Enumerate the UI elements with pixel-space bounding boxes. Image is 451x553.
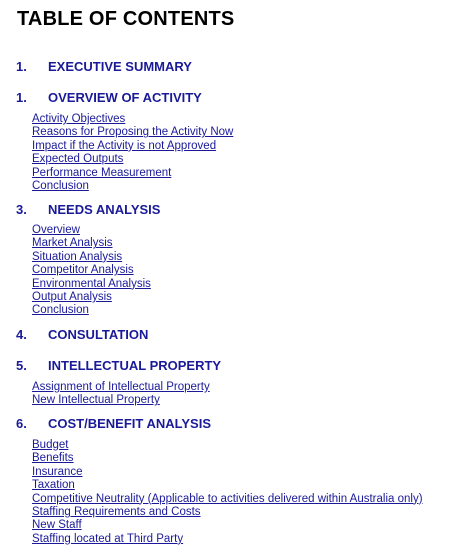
toc-item-link[interactable]: Staffing located at Third Party: [32, 532, 184, 545]
toc-item-link[interactable]: Assignment of Intellectual Property: [32, 381, 210, 393]
section-number: 4.: [16, 327, 27, 342]
toc-item-link[interactable]: Staffing Requirements and Costs: [32, 506, 201, 519]
toc-item-link[interactable]: Performance Measurement: [32, 166, 172, 179]
toc-item-link[interactable]: Benefits: [32, 452, 74, 465]
toc-item-link[interactable]: Competitive Neutrality (Applicable to activities delivered within Australia only): [32, 492, 423, 505]
toc-item-link[interactable]: Conclusion: [32, 304, 89, 317]
section-title: CONSULTATION: [48, 327, 149, 342]
section-title: EXECUTIVE SUMMARY: [48, 59, 192, 74]
section-title: OVERVIEW OF ACTIVITY: [48, 90, 202, 105]
intellectual-property-items: [32, 381, 210, 408]
toc-item-link[interactable]: New Intellectual Property: [32, 394, 160, 407]
toc-item-link[interactable]: Activity Objectives: [32, 113, 126, 125]
page-title: TABLE OF CONTENTS: [17, 8, 235, 30]
toc-item-link[interactable]: New Staff: [32, 519, 82, 532]
section-number: 6.: [16, 416, 27, 431]
toc-item-link[interactable]: Overview: [32, 224, 80, 236]
cost-benefit-analysis-items: [32, 439, 423, 546]
overview-of-activity-items: [32, 113, 233, 193]
toc-item-link[interactable]: Environmental Analysis: [32, 277, 151, 290]
toc-item-link[interactable]: Situation Analysis: [32, 250, 123, 263]
toc-item-link[interactable]: Output Analysis: [32, 291, 112, 304]
section-title: COST/BENEFIT ANALYSIS: [48, 416, 212, 431]
toc-item-link[interactable]: Reasons for Proposing the Activity Now: [32, 126, 234, 139]
section-title: INTELLECTUAL PROPERTY: [48, 358, 222, 373]
section-number: 1.: [16, 59, 27, 74]
toc-item-link[interactable]: Insurance: [32, 465, 83, 478]
toc-item-link[interactable]: Taxation: [32, 479, 75, 492]
toc-item-link[interactable]: Market Analysis: [32, 237, 113, 250]
toc-item-link[interactable]: Impact if the Activity is not Approved: [32, 139, 217, 152]
section-number: 1.: [16, 90, 27, 105]
toc-item-link[interactable]: Budget: [32, 439, 69, 451]
toc-item-link[interactable]: Conclusion: [32, 180, 89, 193]
toc-item-link[interactable]: Expected Outputs: [32, 153, 124, 166]
section-number: 5.: [16, 358, 27, 373]
toc-item-link[interactable]: Competitor Analysis: [32, 264, 134, 277]
section-title: NEEDS ANALYSIS: [48, 202, 161, 217]
needs-analysis-items: [32, 224, 151, 318]
section-number: 3.: [16, 202, 27, 217]
